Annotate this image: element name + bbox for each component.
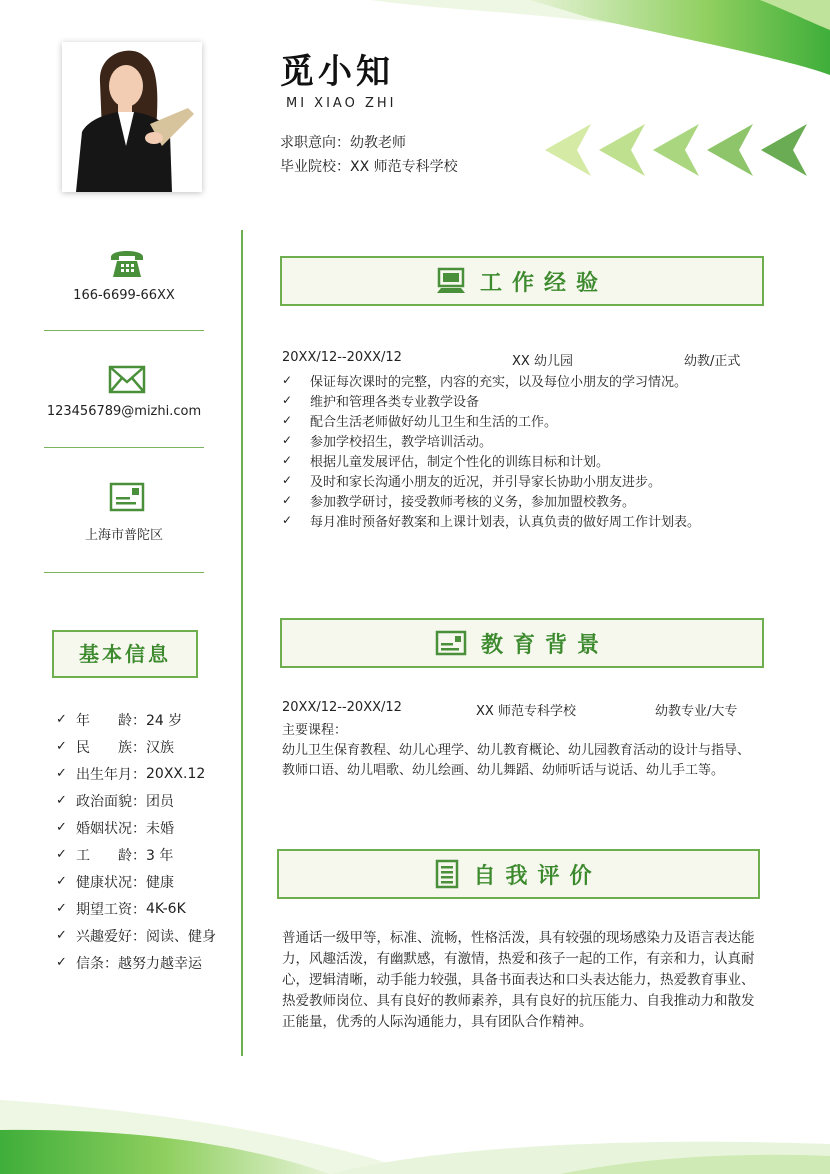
job-intention-label: 求职意向： xyxy=(280,135,350,151)
check-icon: ✓ xyxy=(56,874,67,889)
divider xyxy=(44,330,204,331)
list-item: ✓ 参加教学研讨，接受教师考核的义务，参加加盟校教务。 xyxy=(282,493,636,510)
check-icon: ✓ xyxy=(282,373,293,387)
check-icon: ✓ xyxy=(282,473,293,487)
column-divider xyxy=(241,230,243,1056)
divider xyxy=(44,447,204,448)
check-icon: ✓ xyxy=(282,513,293,527)
check-icon: ✓ xyxy=(56,766,67,781)
certificate-icon xyxy=(435,630,467,656)
basic-info-item: ✓ 信条： 越努力越幸运 xyxy=(56,955,202,972)
courses-line: 幼儿卫生保育教程、幼儿心理学、幼儿教育概论、幼儿园教育活动的设计与指导、 xyxy=(282,743,751,758)
basic-info-item: ✓ 兴趣爱好： 阅读、健身 xyxy=(56,928,216,945)
arrow-decoration xyxy=(545,122,807,178)
basic-info-item: ✓ 年 龄： 24 岁 xyxy=(56,712,183,729)
basic-info-item: ✓ 出生年月： 20XX.12 xyxy=(56,765,206,783)
education-school: XX 师范专科学校 xyxy=(476,704,576,719)
check-icon: ✓ xyxy=(56,901,67,916)
education-period: 20XX/12--20XX/12 xyxy=(282,700,402,715)
computer-icon xyxy=(436,267,466,295)
check-icon: ✓ xyxy=(56,739,67,754)
check-icon: ✓ xyxy=(56,820,67,835)
basic-info-item: ✓ 政治面貌： 团员 xyxy=(56,793,174,810)
phone-icon xyxy=(108,244,146,280)
list-item: ✓ 配合生活老师做好幼儿卫生和生活的工作。 xyxy=(282,413,558,430)
top-decoration xyxy=(360,0,830,80)
bottom-decoration xyxy=(0,1080,830,1174)
check-icon: ✓ xyxy=(56,928,67,943)
basic-info-item: ✓ 民 族： 汉族 xyxy=(56,739,174,756)
basic-info-list xyxy=(56,706,216,976)
graduate-school xyxy=(280,156,458,176)
home-address: 上海市普陀区 xyxy=(84,528,163,543)
check-icon: ✓ xyxy=(282,453,293,467)
self-evaluation-text: 普通话一级甲等，标准、流畅，性格活泼，具有较强的现场感染力及语言表达能 力，风趣活泼，有幽默感，有激情，热爱和孩子一起的工作，有亲和力，认真耐 心，逻辑清晰，动手能力较强，具备书面表达和口头表达能力，热爱教育事业、 热爱教师岗位、具有良好的教师素养，具有良好的抗压能力、自我推动力和散发 正能量，优秀的人际沟通能力，具有团队合作精神。 xyxy=(282,930,755,1030)
divider xyxy=(44,572,204,573)
basic-info-header: 基本信息 xyxy=(52,630,198,678)
list-item: ✓ 保证每次课时的完整，内容的充实，以及每位小朋友的学习情况。 xyxy=(282,373,688,390)
work-role: 幼教/正式 xyxy=(684,354,741,369)
phone-number: 166-6699-66XX xyxy=(73,288,175,303)
basic-info-item: ✓ 期望工资： 4K-6K xyxy=(56,900,186,918)
work-period: 20XX/12--20XX/12 xyxy=(282,350,402,365)
section-title: 工作经验 xyxy=(479,270,608,296)
candidate-name: 觅小知 xyxy=(280,52,394,92)
list-item: ✓ 参加学校招生，教学培训活动。 xyxy=(282,433,493,450)
list-item: ✓ 维护和管理各类专业教学设备 xyxy=(282,393,480,410)
graduate-school-label: 毕业院校： xyxy=(280,159,350,175)
check-icon: ✓ xyxy=(56,955,67,970)
email-icon xyxy=(108,362,146,398)
check-icon: ✓ xyxy=(282,393,293,407)
job-intention-value: 幼教老师 xyxy=(350,135,406,151)
email-address: 123456789@mizhi.com xyxy=(46,404,202,419)
section-title: 教育背景 xyxy=(480,632,609,658)
courses-label: 主要课程： xyxy=(282,723,348,738)
basic-info-item: ✓ 健康状况： 健康 xyxy=(56,874,174,891)
work-experience-header xyxy=(280,256,764,306)
list-item: ✓ 根据儿童发展评估，制定个性化的训练目标和计划。 xyxy=(282,453,610,470)
address-icon xyxy=(108,480,146,516)
basic-info-item: ✓ 工 龄： 3 年 xyxy=(56,847,174,864)
list-item: ✓ 及时和家长沟通小朋友的近况，并引导家长协助小朋友进步。 xyxy=(282,473,662,490)
check-icon: ✓ xyxy=(282,413,293,427)
document-icon xyxy=(435,859,459,889)
self-evaluation-header xyxy=(277,849,760,899)
work-company: XX 幼儿园 xyxy=(512,354,573,369)
work-duties xyxy=(282,370,700,530)
graduate-school-value: XX 师范专科学校 xyxy=(350,159,458,175)
education-header xyxy=(280,618,764,668)
profile-photo xyxy=(62,42,202,192)
basic-info-item: ✓ 婚姻状况： 未婚 xyxy=(56,820,174,837)
avatar xyxy=(62,42,202,192)
job-intention xyxy=(280,132,406,152)
check-icon: ✓ xyxy=(282,433,293,447)
courses-line: 教师口语、幼儿唱歌、幼儿绘画、幼儿舞蹈、幼师听话与说话、幼儿手工等。 xyxy=(282,763,725,778)
check-icon: ✓ xyxy=(56,793,67,808)
list-item: ✓ 每月准时预备好教案和上课计划表，认真负责的做好周工作计划表。 xyxy=(282,513,701,530)
check-icon: ✓ xyxy=(282,493,293,507)
candidate-pinyin: MI XIAO ZHI xyxy=(286,96,397,111)
check-icon: ✓ xyxy=(56,847,67,862)
section-title: 自我评价 xyxy=(473,863,602,889)
education-major: 幼教专业/大专 xyxy=(655,704,738,719)
check-icon: ✓ xyxy=(56,712,67,727)
